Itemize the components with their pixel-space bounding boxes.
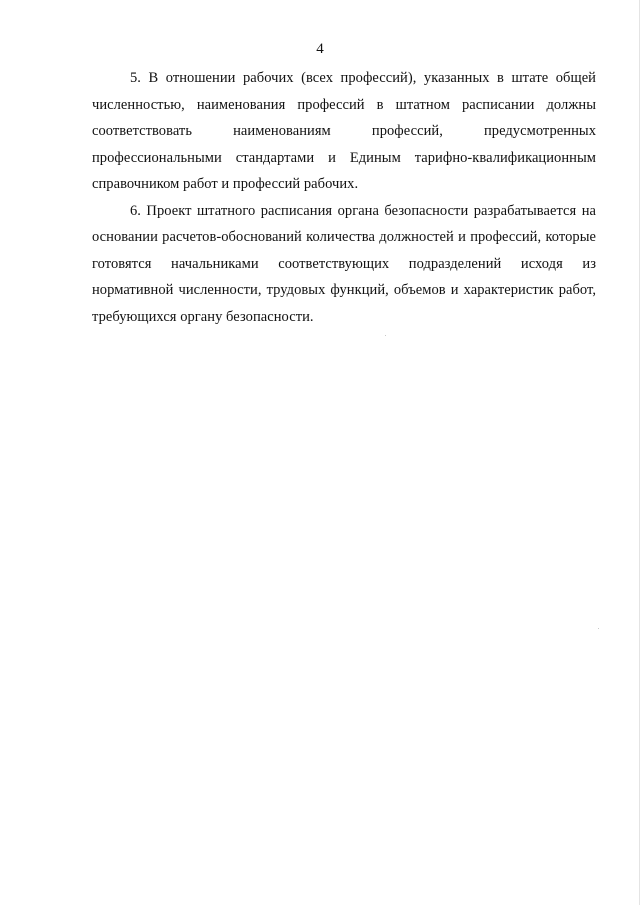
scan-speck [598, 628, 599, 629]
page-number: 4 [316, 41, 324, 57]
document-body [92, 65, 596, 330]
paragraph-6: 6. Проект штатного расписания органа безопасности разрабатывается на основании расчетов-обоснований количества должностей и профессий, которые готовятся начальниками соответствующих подразделений исходя из нормативной численности, трудовых функций, объемов и характеристик работ, требующихся органу безопасности. [92, 202, 596, 325]
paragraph-5: 5. В отношении рабочих (всех профессий), указанных в штате общей численностью, наименования профессий в штатном расписании должны соответствовать наименованиям профессий, предусмотренных профессиональными стандартами и Единым тарифно-квалификационным справочником работ и профессий рабочих. [92, 70, 596, 192]
scan-speck [385, 335, 386, 336]
